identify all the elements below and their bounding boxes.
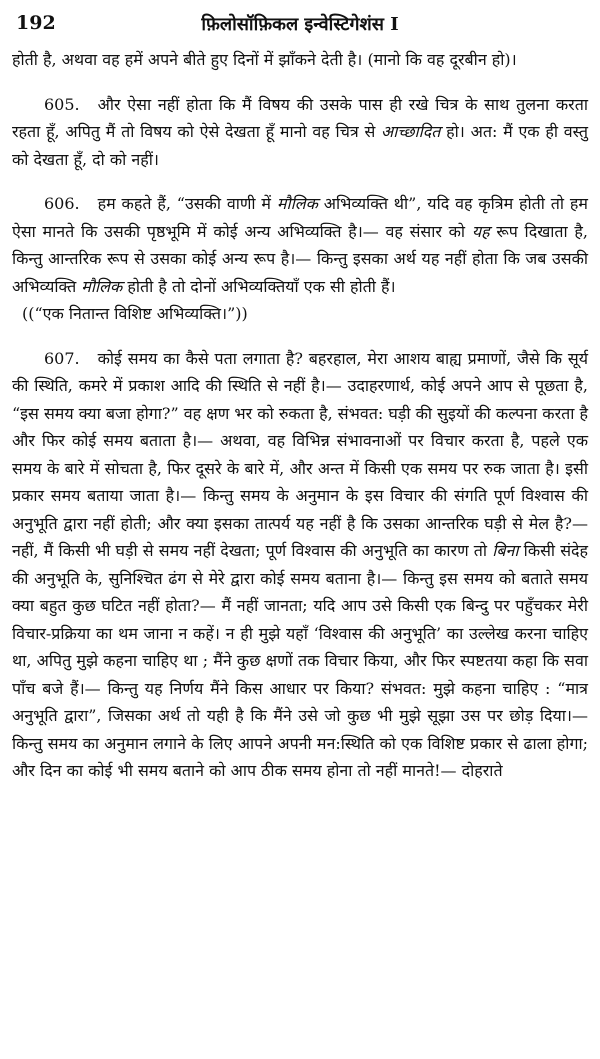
paragraph-606 xyxy=(12,190,588,300)
paragraph-number: 607. xyxy=(44,348,80,368)
page-header xyxy=(12,8,588,42)
paragraph-605 xyxy=(12,91,588,174)
paragraph-number: 605. xyxy=(44,94,80,114)
italic-text: मौलिक xyxy=(81,276,123,296)
text-run: हो। अत: मैं एक ही वस्तु को देखता हूँ, दो को नहीं। xyxy=(12,122,588,169)
paragraph-607 xyxy=(12,345,588,785)
text-run: अभिव्यक्ति थी”, यदि वह कृत्रिम होती तो हम ऐसा मानते कि उसकी पृष्ठभूमि में कोई अन्य अभिव्यक्ति है।— वह संसार को xyxy=(12,194,588,241)
body-text xyxy=(12,46,588,785)
text-run: किसी संदेह की अनुभूति के, सुनिश्चित ढंग से मेरे द्वारा कोई समय बताना है।— किन्तु इस समय को बताते समय क्या बहुत कुछ घटित नहीं होता?— मैं नहीं जानता; यदि आप उसे किसी एक बिन्दु पर पहुँचकर मेरी विचार-प्रक्रिया का थम जाना न कहें। न ही मुझे यहाँ ‘विश्वास की अनुभूति’ का उल्लेख करना चाहिए था, अपितु मुझे कहना चाहिए था ; मैंने कुछ क्षणों तक विचार किया, और फिर स्पष्टतया कहा कि सवा पाँच बजे हैं।— किन्तु यह निर्णय मैंने किस आधार पर किया? संभवत: मुझे कहना चाहिए : “मात्र अनुभूति द्वारा”, जिसका अर्थ तो यही है कि मैंने उसे जो कुछ भी मुझे सूझा उस पर छोड़ दिया।— किन्तु समय का अनुमान लगाने के लिए आपने अपनी मन:स्थिति को एक विशिष्ट प्रकार से ढाला होगा; और दिन का कोई भी समय बताने को आप ठीक समय होना तो नहीं मानते!— दोहराते xyxy=(12,541,589,780)
italic-text: आच्छादित xyxy=(381,122,441,141)
text-run: रूप दिखाता है, किन्तु आन्तरिक रूप से उसका कोई अन्य रूप है।— किन्तु इसका अर्थ यह नहीं होता कि जब उसकी अभिव्यक्ति xyxy=(12,221,588,296)
quoted-expression: ((“एक नितान्त विशिष्ट अभिव्यक्ति।”)) xyxy=(22,304,248,323)
paragraph-number: 606. xyxy=(44,194,80,213)
text-run: होती है तो दोनों अभिव्यक्तियाँ एक सी होती हैं। xyxy=(122,276,396,296)
text-run: हम कहते हैं, “उसकी वाणी में xyxy=(97,194,277,213)
text-run: कोई समय का कैसे पता लगाता है? बहरहाल, मेरा आशय बाह्य प्रमाणों, जैसे कि सूर्य की स्थिति, कमरे में प्रकाश आदि की स्थिति से नहीं है।— उदाहरणार्थ, कोई अपने आप से पूछता है, “इस समय क्या बजा होगा?” वह क्षण भर को रुकता है, संभवत: घड़ी की सुइयों की कल्पना करता है और फिर कोई समय बताता है।— अथवा, वह विभिन्न संभावनाओं पर विचार करता है, पहले एक समय के बारे में सोचता है, फिर दूसरे के बारे में, और अन्त में किसी एक समय पर रुक जाता है। इसी प्रकार समय बताया जाता है।— किन्तु समय के अनुमान के इस विचार की संगति पूर्ण विश्वास की अनुभूति द्वारा नहीं होती; और क्या इसका तात्पर्य यह नहीं है कि उसका आन्तरिक घड़ी से मेल है?— नहीं, मैं किसी भी घड़ी से समय नहीं देखता; पूर्ण विश्वास की अनुभूति का कारण तो xyxy=(12,348,588,560)
text-run: और ऐसा नहीं होता कि मैं विषय की उसके पास ही रखे चित्र के साथ तुलना करता रहता हूँ, अपितु मैं तो विषय को ऐसे देखता हूँ मानो वह चित्र से xyxy=(12,94,588,141)
italic-text: मौलिक xyxy=(276,194,318,213)
paragraph-continued: होती है, अथवा वह हमें अपने बीते हुए दिनों में झाँकने देती है। (मानो कि वह दूरबीन हो)। xyxy=(12,50,517,69)
running-title: फ़िलोसॉफ़िकल इन्वेस्टिगेशंस I xyxy=(201,14,399,35)
italic-text: बिना xyxy=(492,541,519,560)
page-number: 192 xyxy=(16,12,56,34)
italic-text: यह xyxy=(471,221,490,241)
